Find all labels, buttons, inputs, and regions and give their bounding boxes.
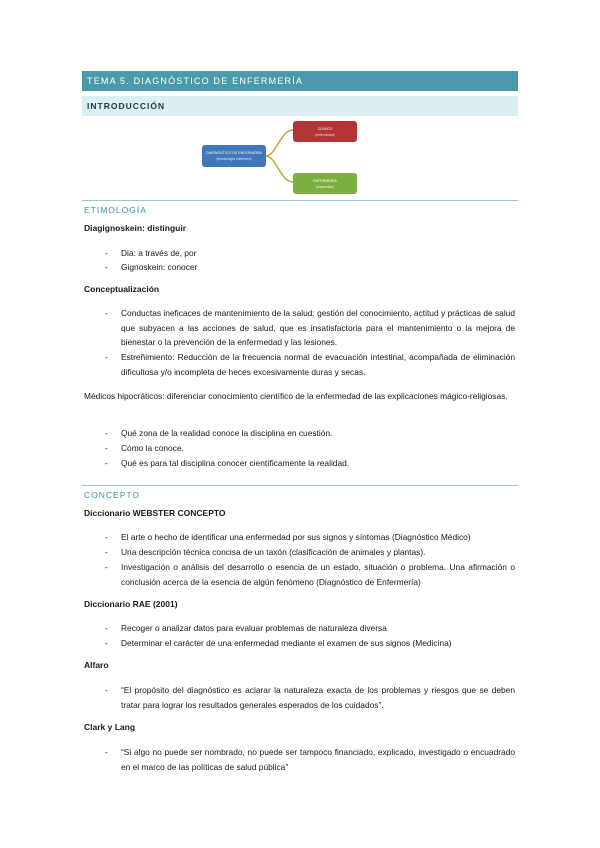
topic-title-banner: TEMA 5. DIAGNÓSTICO DE ENFERMERÍA [82, 71, 518, 91]
etimologia-line: Diagignoskein: distinguir [84, 223, 187, 233]
alfaro-quote: “El propósito del diagnóstico es aclarar la naturaleza exacta de los problemas y riesgos que se deben tratar para lograr los resultados generales esperados de los cuidados”. [121, 685, 515, 710]
list-item-text: Estreñimiento: Reducción de la frecuencia normal de evacuación intestinal, acompañada de eliminación dificultosa y/o incompleta de heces excesivamente duras y secas. [121, 352, 515, 377]
list-item-text: Qué zona de la realidad conoce la disciplina en cuestión. [121, 428, 333, 438]
list-dash: - [105, 623, 108, 633]
list-item-text: Qué es para tal disciplina conocer científicamente la realidad. [121, 458, 350, 468]
diagram-top-title: CLÍNICO [317, 127, 333, 131]
section-divider [82, 485, 518, 486]
list-dash: - [105, 428, 108, 438]
introduction-banner: INTRODUCCIÓN [82, 96, 518, 116]
diagram-bottom-title: ENFERMERÍA [313, 179, 337, 183]
list-item [105, 560, 515, 589]
medicos-paragraph: Médicos hipocráticos: diferenciar conocimiento científico de la enfermedad de las explicaciones mágico-religiosas. [84, 391, 508, 401]
list-item-text: Gignoskein: conocer [121, 262, 198, 272]
list-item [105, 306, 515, 350]
clark-heading: Clark y Lang [84, 722, 136, 732]
diagram-center-sub: (terminología enfermera) [216, 157, 252, 161]
list-item [105, 745, 515, 774]
list-item-text: Dia: a través de, por [121, 248, 197, 258]
list-item-text: Determinar el carácter de una enfermedad mediante el examen de sus signos (Medicina) [121, 638, 452, 648]
rae-heading: Diccionario RAE (2001) [84, 599, 178, 609]
list-dash: - [105, 308, 108, 318]
list-dash: - [105, 458, 108, 468]
list-item-text: Cómo la conoce. [121, 443, 184, 453]
list-item [105, 683, 515, 712]
diagram-top-sub: (enfermedad) [315, 133, 335, 137]
list-dash: - [105, 352, 108, 362]
diagram-center-box [202, 145, 266, 167]
diagram-bottom-box [293, 173, 357, 194]
diagnosis-diagram [195, 118, 365, 198]
etimologia-heading: ETIMOLOGÍA [84, 205, 147, 215]
list-dash: - [105, 747, 108, 757]
list-dash: - [105, 638, 108, 648]
list-dash: - [105, 562, 108, 572]
list-item-text: El arte o hecho de identificar una enfermedad por sus signos y síntomas (Diagnóstico Médico) [121, 532, 471, 542]
clark-quote: “Si algo no puede ser nombrado, no puede ser tampoco financiado, explicado, investigado o encuadrado en el marco de las políticas de salud pública” [121, 747, 515, 772]
list-dash: - [105, 443, 108, 453]
list-dash: - [105, 685, 108, 695]
diagram-connector [265, 156, 293, 182]
diagram-bottom-sub: (respuestas) [316, 185, 334, 189]
list-item-text: Recoger o analizar datos para evaluar problemas de naturaleza diversa [121, 623, 387, 633]
diagram-connector [265, 130, 293, 156]
list-dash: - [105, 532, 108, 542]
section-divider [82, 200, 518, 201]
list-dash: - [105, 262, 108, 272]
concepto-heading: CONCEPTO [84, 490, 141, 500]
diagram-top-box [293, 121, 357, 142]
alfaro-heading: Alfaro [84, 660, 109, 670]
list-item-text: Investigación o análisis del desarrollo o esencia de un estado, situación o problema. Una afirmación o conclusión acerca de la esencia de algún fenómeno (Diagnóstico de Enfermería) [121, 562, 515, 587]
list-dash: - [105, 547, 108, 557]
list-item-text: Una descripción técnica concisa de un taxón (clasificación de animales y plantas). [121, 547, 426, 557]
list-item [105, 350, 515, 379]
list-dash: - [105, 248, 108, 258]
webster-heading: Diccionario WEBSTER CONCEPTO [84, 508, 226, 518]
list-item-text: Conductas ineficaces de mantenimiento de la salud: gestión del conocimiento, actitud y prácticas de salud que subyacen a las acciones de salud, que es insatisfactoria para el mantenimiento o la mejora de bienestar o la prevención de la enfermedad y las lesiones. [121, 308, 515, 347]
diagram-center-title: DIAGNÓSTICO DE ENFERMERÍA [206, 151, 262, 155]
conceptualizacion-heading: Conceptualización [84, 284, 160, 294]
